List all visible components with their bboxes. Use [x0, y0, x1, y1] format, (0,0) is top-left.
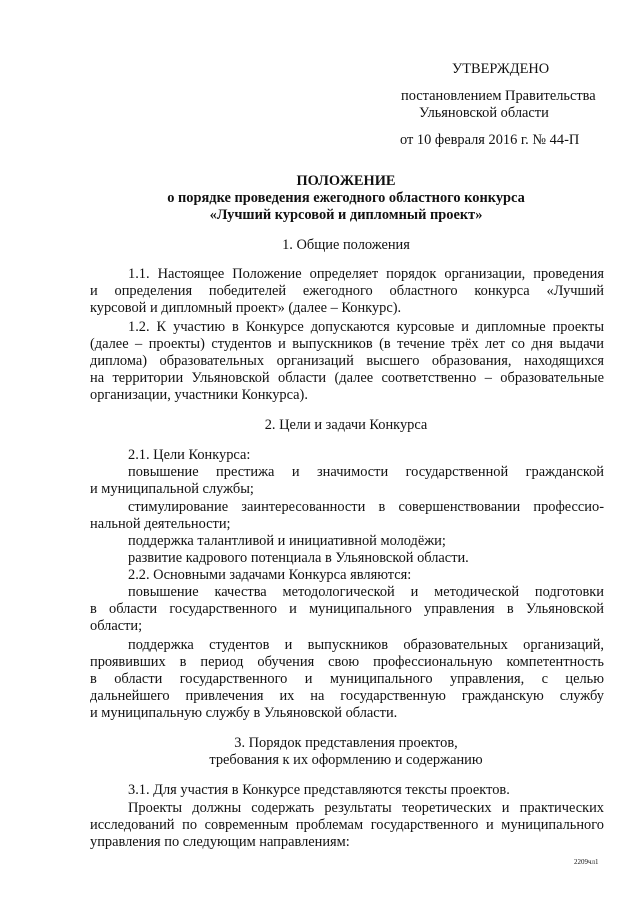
paragraph-line: 2.1. Цели Конкурса: — [128, 447, 251, 463]
paragraph-line: диплома) образовательных организаций высшего образования, находящихся — [90, 353, 604, 369]
paragraph-line: и муниципальную службу в Ульяновской области. — [90, 705, 398, 721]
paragraph-line: повышение качества методологической и методической подготовки — [128, 584, 604, 600]
paragraph-line: поддержка талантливой и инициативной молодёжи; — [128, 533, 446, 549]
paragraph-line: 1.1. Настоящее Положение определяет порядок организации, проведения — [128, 266, 604, 282]
section-heading-3-line-1: 3. Порядок представления проектов, — [234, 735, 458, 751]
section-heading-2: 2. Цели и задачи Конкурса — [264, 417, 428, 433]
decree-date: от 10 февраля 2016 г. № 44-П — [400, 132, 580, 148]
footer-code: 2209чл1 — [574, 858, 599, 866]
paragraph-line: развитие кадрового потенциала в Ульяновской области. — [128, 550, 469, 566]
paragraph-line: в области государственного и муниципального управления в Ульяновской — [90, 601, 604, 617]
doc-subtitle-line-2: «Лучший курсовой и дипломный проект» — [209, 207, 483, 223]
paragraph-line: нальной деятельности; — [90, 516, 231, 532]
paragraph-line: стимулирование заинтересованности в совершенствовании профессио- — [128, 499, 604, 515]
paragraph-line: области; — [90, 618, 143, 634]
paragraph-line: организации, участники Конкурса). — [90, 387, 308, 403]
section-heading-1: 1. Общие положения — [282, 237, 410, 253]
paragraph-line: проявивших в период обучения свою профессиональную компетентность — [90, 654, 604, 670]
paragraph-line: исследований по современным проблемам государственного и муниципального — [90, 817, 604, 833]
paragraph-line: повышение престижа и значимости государственной гражданской — [128, 464, 604, 480]
paragraph-line: Проекты должны содержать результаты теоретических и практических — [128, 800, 604, 816]
paragraph-line: и муниципальной службы; — [90, 481, 254, 497]
paragraph-line: 3.1. Для участия в Конкурсе представляются тексты проектов. — [128, 782, 510, 798]
paragraph-line: на территории Ульяновской области (далее соответственно – образовательные — [90, 370, 604, 386]
paragraph-line: и определения победителей ежегодного областного конкурса «Лучший — [90, 283, 604, 299]
approved-label: УТВЕРЖДЕНО — [452, 61, 550, 77]
paragraph-line: дальнейшего привлечения их на государственную гражданскую службу — [90, 688, 604, 704]
decree-line-2: Ульяновской области — [419, 105, 549, 121]
paragraph-line: поддержка студентов и выпускников образовательных организаций, — [128, 637, 604, 653]
paragraph-line: управления по следующим направлениям: — [90, 834, 350, 850]
decree-line-1: постановлением Правительства — [401, 88, 596, 104]
paragraph-line: курсовой и дипломный проект» (далее – Конкурс). — [90, 300, 402, 316]
doc-title: ПОЛОЖЕНИЕ — [296, 173, 396, 189]
paragraph-line: 1.2. К участию в Конкурсе допускаются курсовые и дипломные проекты — [128, 319, 604, 335]
doc-subtitle-line-1: о порядке проведения ежегодного областного конкурса — [167, 190, 525, 206]
paragraph-line: 2.2. Основными задачами Конкурса являются: — [128, 567, 412, 583]
section-heading-3-line-2: требования к их оформлению и содержанию — [209, 752, 483, 768]
paragraph-line: (далее – проекты) студентов и выпускников (в течение трёх лет со дня выдачи — [90, 336, 604, 352]
paragraph-line: в области государственного и муниципального управления, с целью — [90, 671, 604, 687]
